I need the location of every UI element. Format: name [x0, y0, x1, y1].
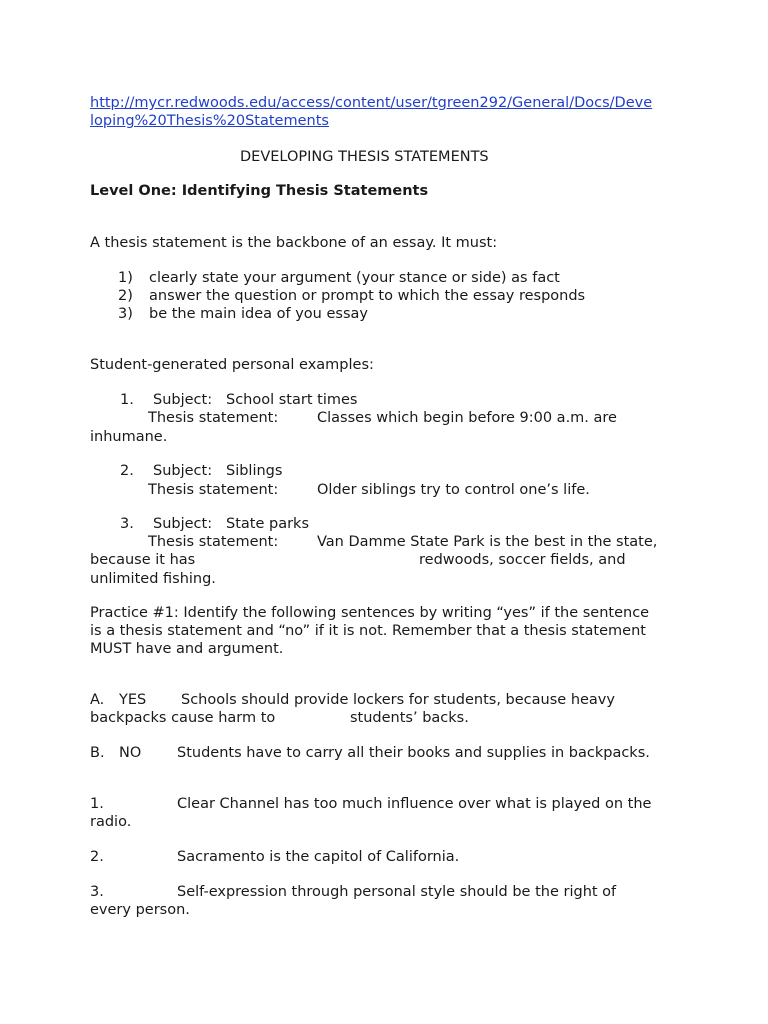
subject-label: Subject: — [153, 392, 213, 408]
subject-value: Siblings — [226, 463, 283, 479]
example-number: 1. — [120, 392, 134, 408]
thesis-text: Van Damme State Park is the best in the state, — [317, 534, 658, 550]
document-title: DEVELOPING THESIS STATEMENTS — [240, 149, 489, 165]
sample-sentence-continued: backpacks cause harm to — [90, 710, 276, 726]
thesis-label: Thesis statement: — [148, 410, 279, 426]
thesis-text-continued: because it has — [90, 552, 196, 568]
level-heading: Level One: Identifying Thesis Statements — [90, 183, 429, 199]
thesis-text-continued: inhumane. — [90, 429, 168, 445]
thesis-text-continued: redwoods, soccer fields, and — [419, 552, 626, 568]
requirement-number: 2) — [118, 288, 133, 304]
example-number: 2. — [120, 463, 134, 479]
question-text-continued: radio. — [90, 814, 132, 830]
practice-instructions-continued: is a thesis statement and “no” if it is not. Remember that a thesis statement — [90, 623, 646, 639]
sample-letter: A. — [90, 692, 105, 708]
sample-letter: B. — [90, 745, 105, 761]
question-text: Self-expression through personal style should be the right of — [177, 884, 617, 900]
subject-value: State parks — [226, 516, 309, 532]
sample-answer: NO — [119, 745, 142, 761]
requirement-number: 3) — [118, 306, 133, 322]
question-number: 2. — [90, 849, 104, 865]
requirement-number: 1) — [118, 270, 133, 286]
requirement-text: be the main idea of you essay — [149, 306, 368, 322]
thesis-label: Thesis statement: — [148, 534, 279, 550]
intro-text: A thesis statement is the backbone of an essay. It must: — [90, 235, 498, 251]
question-number: 3. — [90, 884, 104, 900]
examples-heading: Student-generated personal examples: — [90, 357, 374, 373]
subject-label: Subject: — [153, 516, 213, 532]
practice-instructions: Practice #1: Identify the following sentences by writing “yes” if the sentence — [90, 605, 650, 621]
sample-answer: YES — [119, 692, 147, 708]
requirement-text: clearly state your argument (your stance or side) as fact — [149, 270, 560, 286]
question-text: Clear Channel has too much influence over what is played on the — [177, 796, 652, 812]
subject-value: School start times — [226, 392, 358, 408]
requirement-text: answer the question or prompt to which the essay responds — [149, 288, 586, 304]
example-number: 3. — [120, 516, 134, 532]
thesis-text: Older siblings try to control one’s life. — [317, 482, 590, 498]
thesis-text: Classes which begin before 9:00 a.m. are — [317, 410, 617, 426]
source-link[interactable]: http://mycr.redwoods.edu/access/content/user/tgreen292/General/Docs/Deve — [90, 95, 653, 111]
question-text: Sacramento is the capitol of California. — [177, 849, 460, 865]
practice-instructions-continued: MUST have and argument. — [90, 641, 284, 657]
subject-label: Subject: — [153, 463, 213, 479]
question-number: 1. — [90, 796, 104, 812]
thesis-text-continued: unlimited fishing. — [90, 571, 216, 587]
sample-sentence-continued: students’ backs. — [350, 710, 469, 726]
sample-sentence: Students have to carry all their books and supplies in backpacks. — [177, 745, 650, 761]
thesis-label: Thesis statement: — [148, 482, 279, 498]
source-link-continued[interactable]: loping%20Thesis%20Statements — [90, 113, 329, 129]
sample-sentence: Schools should provide lockers for students, because heavy — [181, 692, 615, 708]
question-text-continued: every person. — [90, 902, 190, 918]
